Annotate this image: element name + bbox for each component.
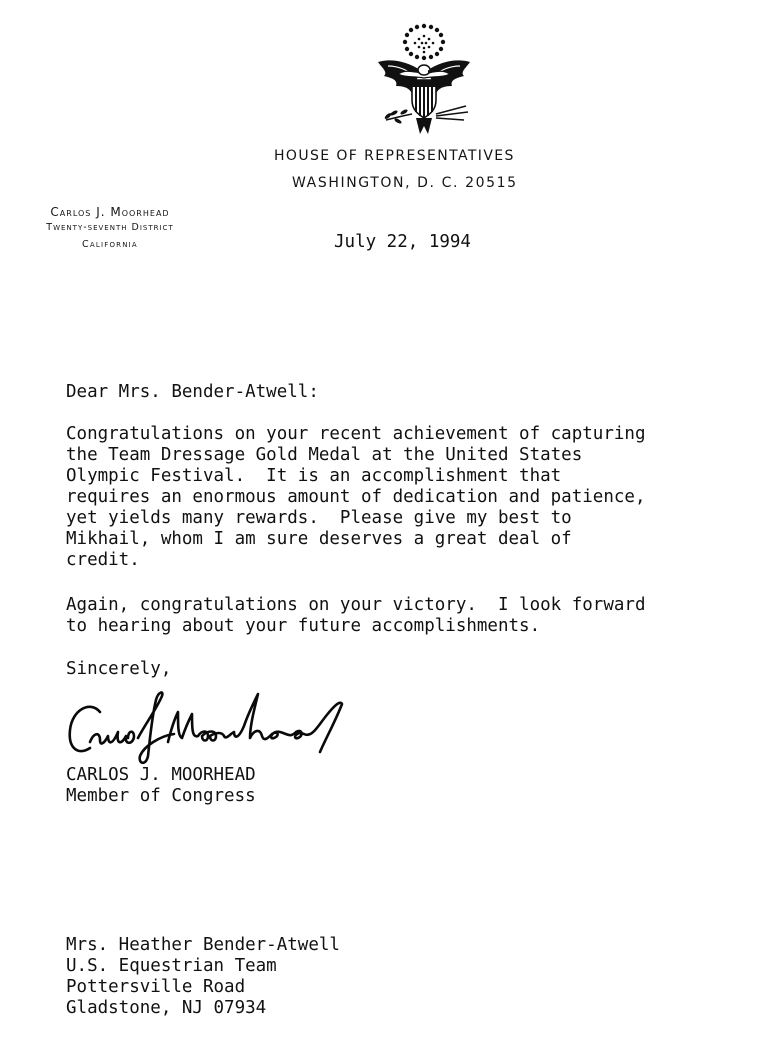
paragraph-line: Again, congratulations on your victory. I look forward xyxy=(66,595,646,615)
body-paragraph-1 xyxy=(66,424,645,571)
member-state: California xyxy=(82,239,138,250)
handwritten-signature xyxy=(64,686,384,770)
paragraph-line: credit. xyxy=(66,550,140,570)
closing: Sincerely, xyxy=(66,659,172,679)
paragraph-line: to hearing about your future accomplishments. xyxy=(66,616,541,636)
letterhead-city: WASHINGTON, D. C. 20515 xyxy=(292,175,518,191)
recipient-address xyxy=(66,935,340,1019)
paragraph-line: the Team Dressage Gold Medal at the United States xyxy=(66,445,583,465)
address-line: Mrs. Heather Bender-Atwell xyxy=(66,935,340,955)
address-line: U.S. Equestrian Team xyxy=(66,956,277,976)
paragraph-line: Congratulations on your recent achievement of capturing xyxy=(66,424,646,444)
signer-title: Member of Congress xyxy=(66,786,256,806)
member-name: Carlos J. Moorhead xyxy=(50,205,170,219)
address-line: Gladstone, NJ 07934 xyxy=(66,998,267,1018)
paragraph-line: requires an enormous amount of dedication and patience, xyxy=(66,487,646,507)
member-block xyxy=(10,204,210,254)
salutation: Dear Mrs. Bender-Atwell: xyxy=(66,382,319,402)
letter-date: July 22, 1994 xyxy=(334,232,471,252)
great-seal-eagle-icon xyxy=(368,18,480,138)
letterhead-office: HOUSE OF REPRESENTATIVES xyxy=(274,148,515,164)
body-paragraph-2 xyxy=(66,595,645,637)
paragraph-line: yet yields many rewards. Please give my best to xyxy=(66,508,572,528)
address-line: Pottersville Road xyxy=(66,977,246,997)
signer-name: CARLOS J. MOORHEAD xyxy=(66,765,256,785)
member-district: Twenty-seventh District xyxy=(46,222,174,233)
paragraph-line: Mikhail, whom I am sure deserves a great deal of xyxy=(66,529,572,549)
paragraph-line: Olympic Festival. It is an accomplishment that xyxy=(66,466,562,486)
